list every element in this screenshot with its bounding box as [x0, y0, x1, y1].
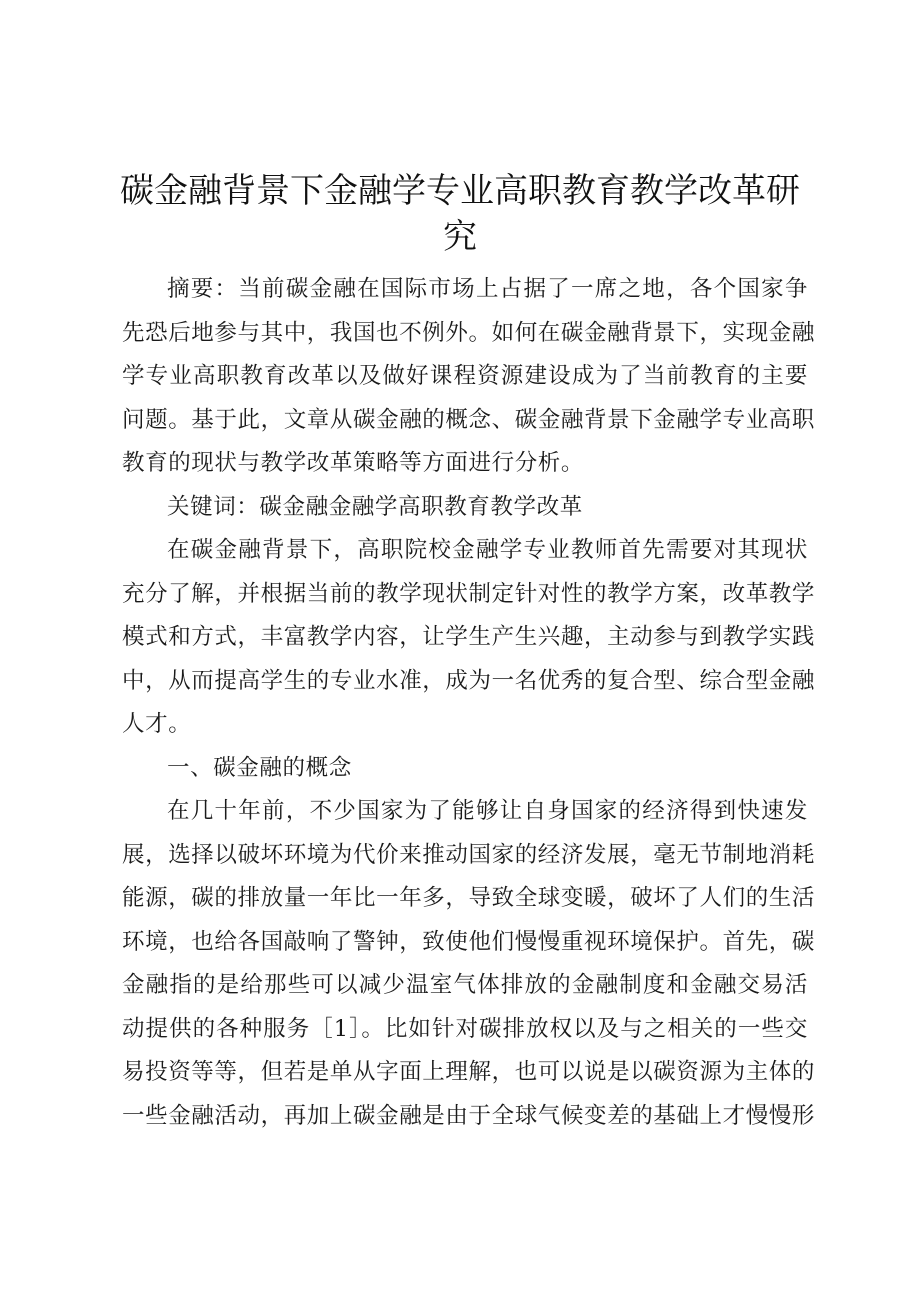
- text-line: 在碳金融背景下，高职院校金融学专业教师首先需要对其现状: [167, 537, 808, 563]
- text-line: 一些金融活动，再加上碳金融是由于全球气候变差的基础上才慢慢形: [122, 1102, 816, 1129]
- text-line: 学专业高职教育改革以及做好课程资源建设成为了当前教育的主要: [122, 363, 808, 389]
- title-line-2: 究: [443, 217, 477, 257]
- text-line: 动提供的各种服务［1］。比如针对碳排放权以及与之相关的一些交: [122, 1015, 808, 1042]
- text-line: 展，选择以破坏环境为代价来推动国家的经济发展，毫无节制地消耗: [122, 841, 816, 868]
- text-line: 金融指的是给那些可以减少温室气体排放的金融制度和金融交易活: [122, 972, 808, 998]
- abstract-paragraph: [122, 268, 816, 486]
- title-line-1: 碳金融背景下金融学专业高职教育教学改革研: [120, 171, 800, 211]
- text-line: 先恐后地参与其中，我国也不例外。如何在碳金融背景下，实现金融: [122, 319, 816, 346]
- intro-paragraph: [122, 529, 816, 747]
- text-line: 能源，碳的排放量一年比一年多，导致全球变暖，破坏了人们的生活: [122, 885, 816, 911]
- document-title: [110, 168, 810, 260]
- keywords-paragraph: [122, 486, 808, 530]
- section-1-heading: 一、碳金融的概念: [167, 754, 352, 781]
- keywords-line: 关键词：碳金融金融学高职教育教学改革: [167, 493, 583, 520]
- text-line: 问题。基于此，文章从碳金融的概念、碳金融背景下金融学专业高职: [122, 406, 816, 433]
- text-line: 易投资等等，但若是单从字面上理解，也可以说是以碳资源为主体的: [122, 1059, 816, 1085]
- section-1-paragraph: [122, 790, 816, 1138]
- section-heading: [122, 747, 808, 791]
- text-line: 环境，也给各国敲响了警钟，致使他们慢慢重视环境保护。首先，碳: [122, 928, 816, 955]
- text-line: 充分了解，并根据当前的教学现状制定针对性的教学方案，改革教学: [122, 580, 816, 607]
- text-line: 人才。: [122, 711, 192, 737]
- document-body: [122, 268, 816, 1138]
- text-line: 中，从而提高学生的专业水准，成为一名优秀的复合型、综合型金融: [122, 667, 816, 694]
- text-line: 在几十年前，不少国家为了能够让自身国家的经济得到快速发: [167, 798, 808, 824]
- text-line: 摘要：当前碳金融在国际市场上占据了一席之地，各个国家争: [167, 276, 808, 302]
- text-line: 模式和方式，丰富教学内容，让学生产生兴趣，主动参与到教学实践: [122, 624, 816, 650]
- text-line: 教育的现状与教学改革策略等方面进行分析。: [122, 450, 585, 476]
